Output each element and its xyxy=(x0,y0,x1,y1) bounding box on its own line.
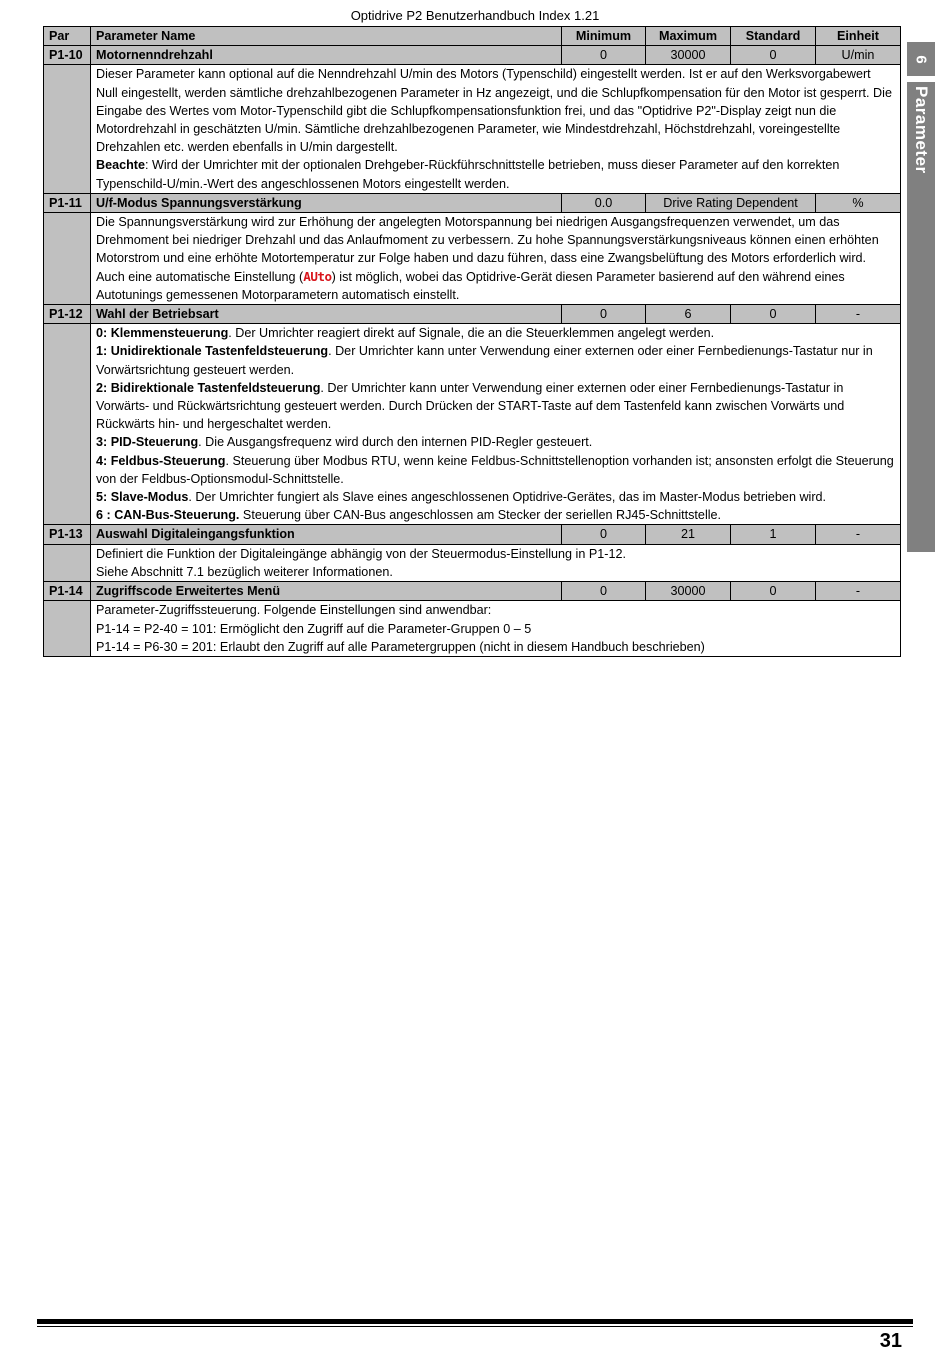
option-item xyxy=(96,342,895,378)
param-description xyxy=(91,544,901,581)
description-paragraph: Dieser Parameter kann optional auf die Nenndrehzahl U/min des Motors (Typenschild) eingestellt werden. Ist er auf den Werksvorgabewert Null eingestellt, werden sämtliche drehzahlbezogenen Parameter in Hz angezeigt, und die Schlupfkompensation für den Motor ist gesperrt. Die Eingabe des Wertes vom Motor-Typenschild gibt die Schlupfkompensationsfunktion frei, und das "Optidrive P2"-Display zeigt nun die Motordrehzahl in geschätzten U/min. Sämtliche drehzahlbezogenen Parameter, wie Mindestdrehzahl, Höchstdrehzahl, voreingestellte Drehzahlen etc. werden ebenfalls in U/min dargestellt. xyxy=(96,67,892,155)
param-id: P1-10 xyxy=(44,46,91,65)
param-min: 0 xyxy=(562,46,646,65)
table-row xyxy=(44,193,901,212)
param-min: 0 xyxy=(562,305,646,324)
footer-rule-thin xyxy=(37,1326,913,1327)
table-row xyxy=(44,525,901,544)
param-max: 30000 xyxy=(646,582,731,601)
param-name: Wahl der Betriebsart xyxy=(91,305,562,324)
param-default: 0 xyxy=(731,582,816,601)
param-min: 0 xyxy=(562,582,646,601)
header-unit: Einheit xyxy=(816,27,901,46)
param-min: 0.0 xyxy=(562,193,646,212)
note-label: Beachte xyxy=(96,158,145,173)
chapter-label: Parameter xyxy=(912,86,931,174)
note-text: : Wird der Umrichter mit der optionalen Drehgeber-Rückführschnittstelle betrieben, muss dieser Parameter auf den korrekten Typenschild-U/min.-Wert des angeschlossenen Motors eingestellt werden. xyxy=(96,158,840,191)
id-spacer xyxy=(44,213,91,305)
option-label: 6 : CAN-Bus-Steuerung. xyxy=(96,508,240,523)
option-text: Steuerung über CAN-Bus angeschlossen am Stecker der seriellen RJ45-Schnittstelle. xyxy=(239,508,722,523)
table-row xyxy=(44,305,901,324)
table-row-description xyxy=(44,544,901,581)
option-text: . Die Ausgangsfrequenz wird durch den internen PID-Regler gesteuert. xyxy=(198,435,593,450)
table-row-description xyxy=(44,324,901,525)
option-label: 3: PID-Steuerung xyxy=(96,435,199,450)
page-number: 31 xyxy=(879,1330,902,1352)
id-spacer xyxy=(44,601,91,657)
option-item xyxy=(96,379,895,434)
parameter-table xyxy=(43,26,901,657)
param-default: 1 xyxy=(731,525,816,544)
option-item xyxy=(96,452,895,488)
param-max: 21 xyxy=(646,525,731,544)
option-text: . Der Umrichter fungiert als Slave eines angeschlossenen Optidrive-Gerätes, das im Master-Modus betrieben wird. xyxy=(188,490,827,505)
param-max: 6 xyxy=(646,305,731,324)
id-spacer xyxy=(44,544,91,581)
param-id: P1-13 xyxy=(44,525,91,544)
option-item xyxy=(96,324,895,342)
param-name: Zugriffscode Erweitertes Menü xyxy=(91,582,562,601)
param-id: P1-14 xyxy=(44,582,91,601)
param-unit: - xyxy=(816,582,901,601)
description-paragraph: Parameter-Zugriffssteuerung. Folgende Einstellungen sind anwendbar: xyxy=(96,603,492,618)
header-name: Parameter Name xyxy=(91,27,562,46)
table-row xyxy=(44,46,901,65)
param-id: P1-11 xyxy=(44,193,91,212)
header-par: Par xyxy=(44,27,91,46)
table-row-description xyxy=(44,601,901,657)
header-default: Standard xyxy=(731,27,816,46)
option-label: 0: Klemmensteuerung xyxy=(96,326,229,341)
option-item xyxy=(96,488,895,506)
param-max: 30000 xyxy=(646,46,731,65)
option-text: . Steuerung über Modbus RTU, wenn keine Feldbus-Schnittstellenoption vorhanden ist; ansonsten erfolgt die Steuerung von der Feldbus-Optionsmodul-Schnittstelle. xyxy=(96,453,894,486)
option-text: . Der Umrichter kann unter Verwendung einer externen oder einer Fernbedienungs-Tastatur nur in Vorwärtsrichtung gesteuert werden. xyxy=(96,344,873,377)
option-item xyxy=(96,433,895,451)
description-paragraph: Die Spannungsverstärkung wird zur Erhöhung der angelegten Motorspannung bei niedrigen Ausgangsfrequenzen verwendet, um das Drehmoment bei niedriger Drehzahl und das Anlaufmoment zu verbessern. Zu hohe Spannungsverstärkungsniveaus können einen erhöhten Motorstrom und eine erhöhte Motortemperatur zur Folge haben und dazu führen, dass eine Zwangsbelüftung des Motors erforderlich wird. xyxy=(96,215,879,266)
param-unit: - xyxy=(816,525,901,544)
description-paragraph: Definiert die Funktion der Digitaleingänge abhängig von der Steuermodus-Einstellung in P1-12. xyxy=(96,546,626,561)
param-unit: - xyxy=(816,305,901,324)
param-default: 0 xyxy=(731,46,816,65)
chapter-side-tab xyxy=(907,82,935,552)
document-header-title: Optidrive P2 Benutzerhandbuch Index 1.21 xyxy=(350,8,600,23)
option-text: . Der Umrichter kann unter Verwendung einer externen oder einer Fernbedienungs-Tastatur in Vorwärts- und Rückwärtsrichtung gesteuert werden. Durch Drücken der START-Taste auf dem Tastenfeld kann zwischen Vorwärts und Rückwärts hin- und hergeschaltet werden. xyxy=(96,380,845,432)
auto-display-glyph: AUto xyxy=(303,268,332,284)
auto-text-after: ) ist möglich, wobei das Optidrive-Gerät diesen Parameter basierend auf den während eines Autotunings gemessenen Motorparametern automatisch einstellt. xyxy=(96,269,845,302)
option-label: 2: Bidirektionale Tastenfeldsteuerung xyxy=(96,380,321,395)
param-name: U/f-Modus Spannungsverstärkung xyxy=(91,193,562,212)
option-label: 5: Slave-Modus xyxy=(96,490,189,505)
table-header-row xyxy=(44,27,901,46)
description-paragraph: P1-14 = P2-40 = 101: Ermöglicht den Zugriff auf die Parameter-Gruppen 0 – 5 xyxy=(96,621,532,636)
option-label: 4: Feldbus-Steuerung xyxy=(96,453,226,468)
id-spacer xyxy=(44,65,91,193)
param-description xyxy=(91,324,901,525)
param-default: 0 xyxy=(731,305,816,324)
table-row-description xyxy=(44,213,901,305)
option-item xyxy=(96,506,895,524)
header-max: Maximum xyxy=(646,27,731,46)
id-spacer xyxy=(44,324,91,525)
param-name: Motornenndrehzahl xyxy=(91,46,562,65)
header-min: Minimum xyxy=(562,27,646,46)
auto-text-before: Auch eine automatische Einstellung ( xyxy=(96,269,304,284)
param-description xyxy=(91,213,901,305)
param-unit: % xyxy=(816,193,901,212)
chapter-number: 6 xyxy=(912,54,930,64)
description-auto xyxy=(96,268,895,304)
param-max: Drive Rating Dependent xyxy=(646,193,816,212)
param-unit: U/min xyxy=(816,46,901,65)
option-label: 1: Unidirektionale Tastenfeldsteuerung xyxy=(96,344,329,359)
table-row-description xyxy=(44,65,901,193)
chapter-number-tab xyxy=(907,42,935,76)
param-min: 0 xyxy=(562,525,646,544)
param-id: P1-12 xyxy=(44,305,91,324)
param-name: Auswahl Digitaleingangsfunktion xyxy=(91,525,562,544)
table-row xyxy=(44,582,901,601)
param-description xyxy=(91,65,901,193)
description-note xyxy=(96,156,895,192)
description-paragraph: Siehe Abschnitt 7.1 bezüglich weiterer Informationen. xyxy=(96,564,393,579)
description-paragraph: P1-14 = P6-30 = 201: Erlaubt den Zugriff auf alle Parametergruppen (nicht in diesem Handbuch beschrieben) xyxy=(96,639,705,654)
param-description xyxy=(91,601,901,657)
footer-rule xyxy=(37,1319,913,1324)
option-text: . Der Umrichter reagiert direkt auf Signale, die an die Steuerklemmen angelegt werden. xyxy=(228,326,715,341)
